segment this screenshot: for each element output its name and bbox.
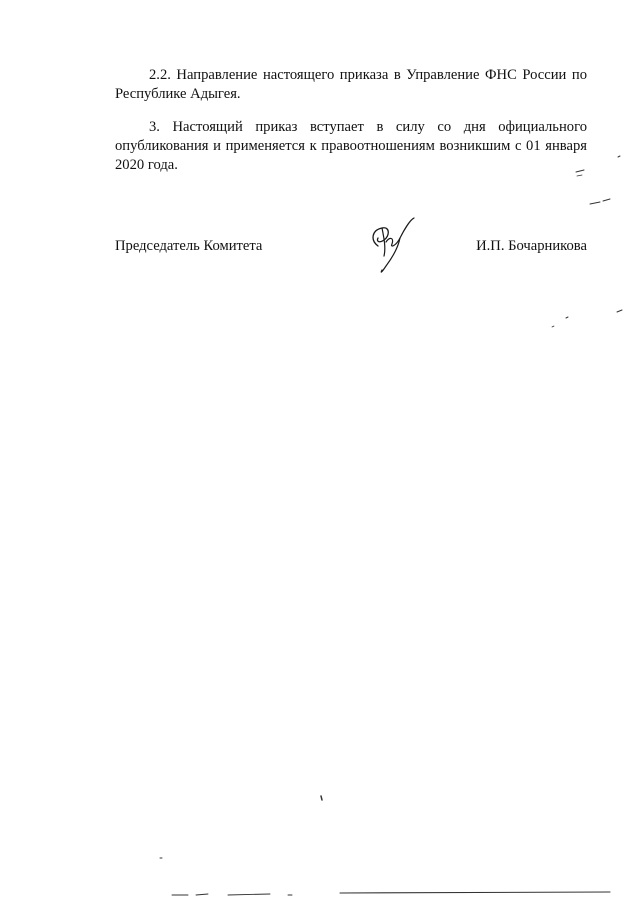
paragraph-3: [115, 118, 587, 175]
paragraph-text: 3. Настоящий приказ вступает в силу со дня официального опубликования и применяется к правоотношениям возникшим с 01 января 2020 года.: [115, 119, 587, 173]
signatory-title: Председатель Комитета: [115, 238, 263, 254]
handwritten-signature: [360, 212, 420, 282]
paragraph-2-2: [115, 66, 587, 104]
paragraph-text: 2.2. Направление настоящего приказа в Управление ФНС России по Республике Адыгея.: [115, 67, 587, 102]
signatory-name: И.П. Бочарникова: [476, 238, 587, 254]
